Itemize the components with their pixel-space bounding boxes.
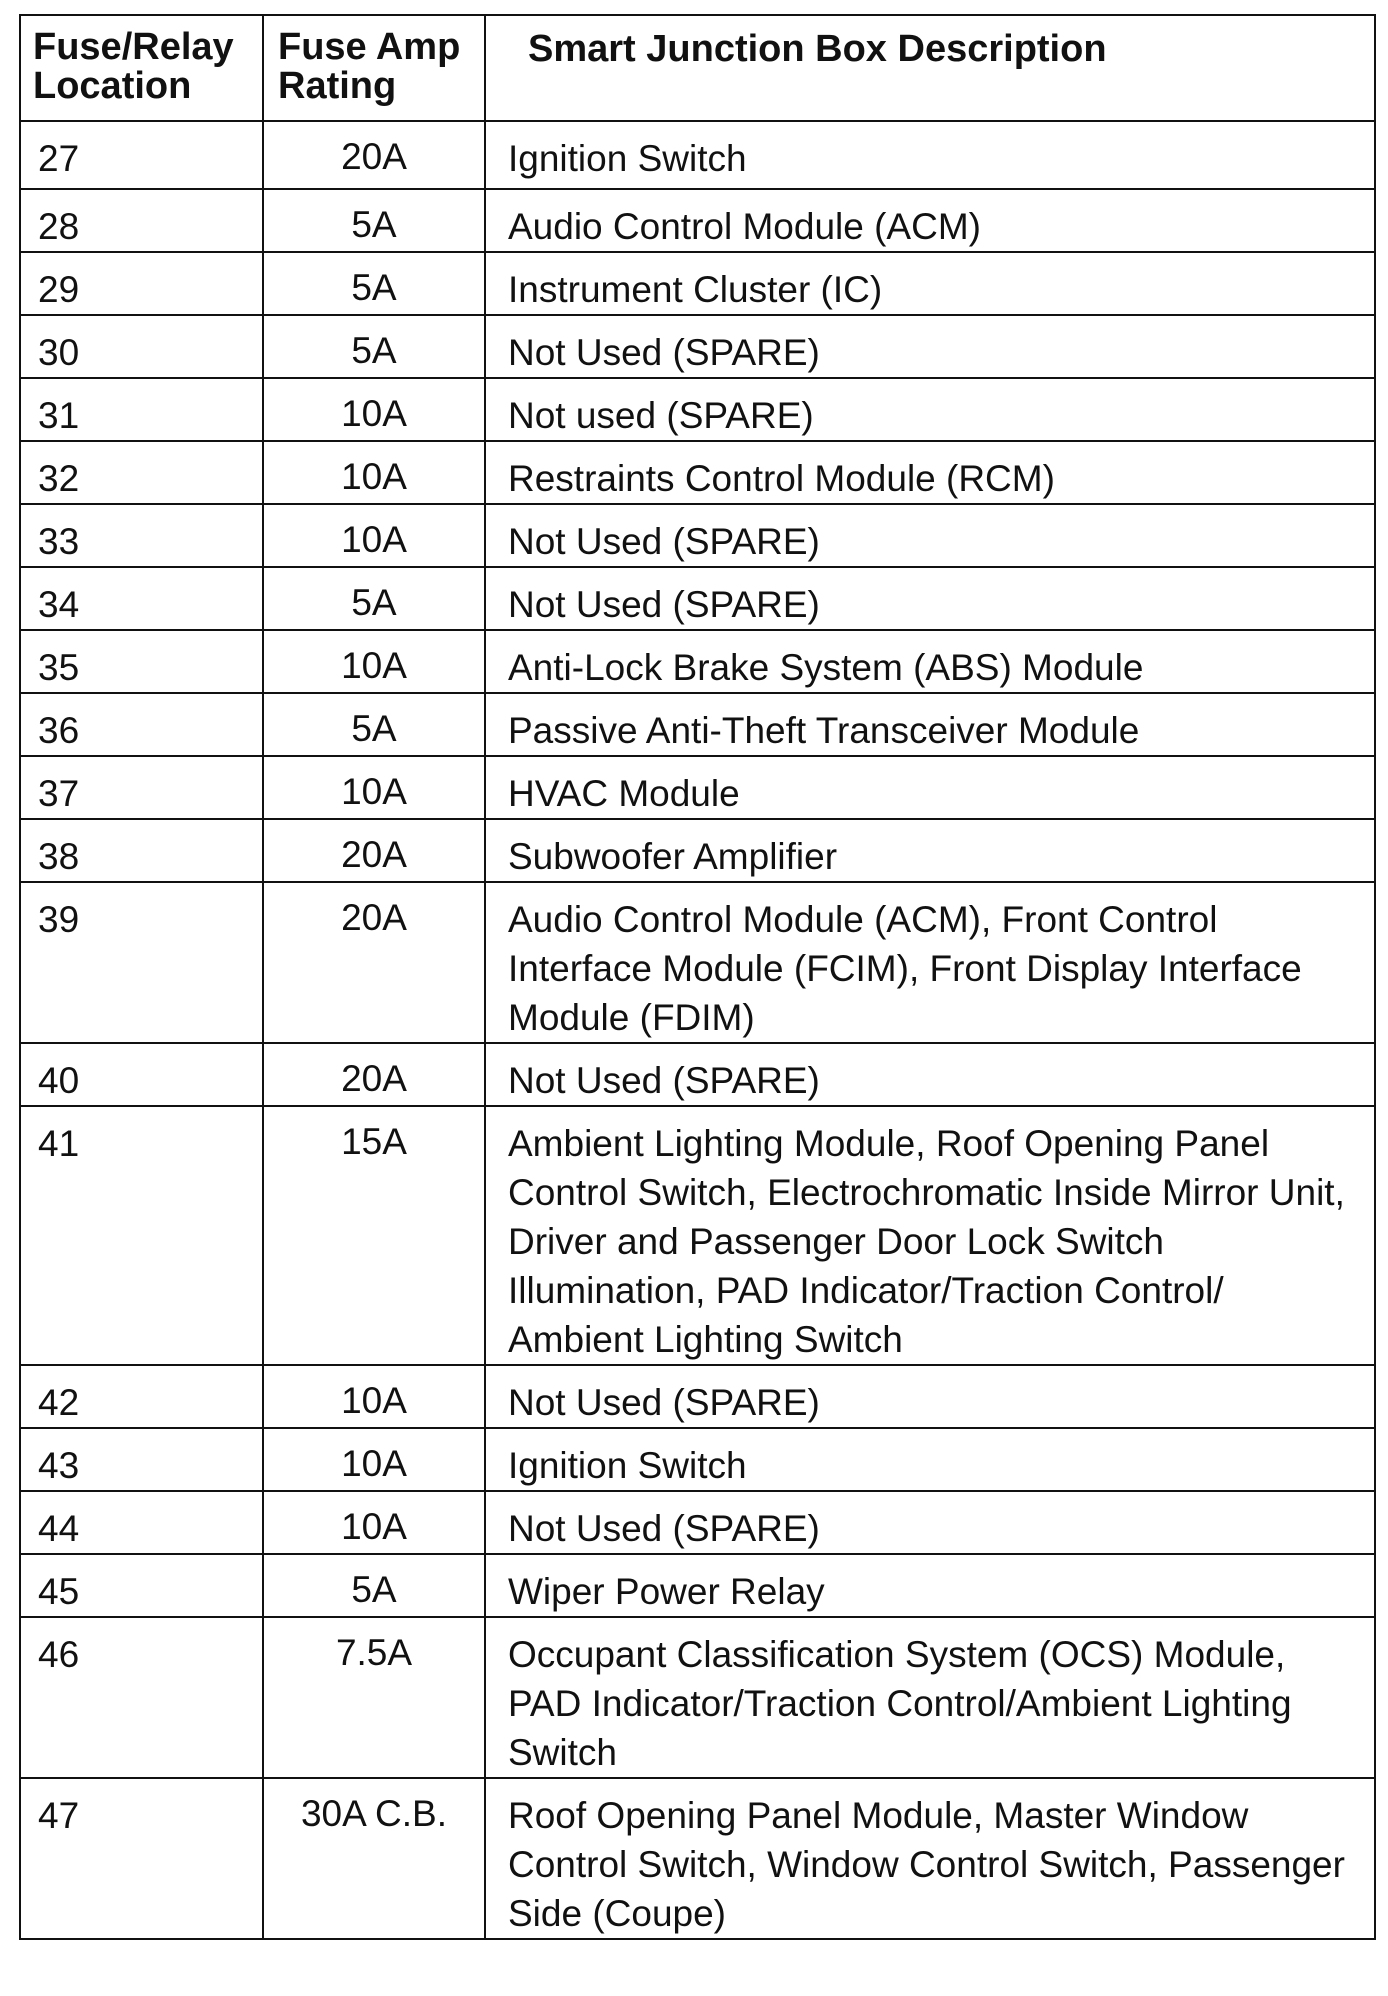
- fuse-location-cell: 29: [20, 252, 263, 315]
- fuse-amp-cell: 20A: [263, 882, 485, 1043]
- header-location: [20, 15, 263, 121]
- fuse-amp-cell: 5A: [263, 693, 485, 756]
- fuse-description-cell: Not Used (SPARE): [485, 1365, 1375, 1428]
- fuse-description-cell: Anti-Lock Brake System (ABS) Module: [485, 630, 1375, 693]
- fuse-amp-cell: 20A: [263, 121, 485, 189]
- header-description: [485, 15, 1375, 121]
- fuse-amp-cell: 15A: [263, 1106, 485, 1365]
- fuse-description-cell: Passive Anti-Theft Transceiver Module: [485, 693, 1375, 756]
- table-body: [20, 121, 1375, 1939]
- table-row: [20, 189, 1375, 252]
- fuse-amp-cell: 5A: [263, 1554, 485, 1617]
- fuse-amp-cell: 20A: [263, 819, 485, 882]
- fuse-location-cell: 38: [20, 819, 263, 882]
- fuse-location-cell: 43: [20, 1428, 263, 1491]
- fuse-location-cell: 44: [20, 1491, 263, 1554]
- fuse-location-cell: 36: [20, 693, 263, 756]
- table-row: [20, 882, 1375, 1043]
- fuse-location-cell: 34: [20, 567, 263, 630]
- fuse-location-cell: 27: [20, 121, 263, 189]
- fuse-description-cell: Ignition Switch: [485, 121, 1375, 189]
- table-row: [20, 1491, 1375, 1554]
- table-row: [20, 441, 1375, 504]
- fuse-description-cell: Not Used (SPARE): [485, 567, 1375, 630]
- fuse-description-cell: Subwoofer Amplifier: [485, 819, 1375, 882]
- fuse-amp-cell: 7.5A: [263, 1617, 485, 1778]
- header-amp-line1: Fuse Amp: [278, 26, 461, 68]
- header-location-line1: Fuse/Relay: [33, 26, 234, 68]
- table-row: [20, 378, 1375, 441]
- fuse-description-cell: Audio Control Module (ACM), Front Control Interface Module (FCIM), Front Display Interface Module (FDIM): [485, 882, 1375, 1043]
- fuse-location-cell: 47: [20, 1778, 263, 1939]
- table-row: [20, 315, 1375, 378]
- fuse-location-cell: 42: [20, 1365, 263, 1428]
- fuse-location-cell: 39: [20, 882, 263, 1043]
- table-header: [20, 15, 1375, 121]
- table-row: [20, 252, 1375, 315]
- fuse-description-cell: HVAC Module: [485, 756, 1375, 819]
- fuse-description-cell: Not Used (SPARE): [485, 504, 1375, 567]
- table-row: [20, 567, 1375, 630]
- fuse-location-cell: 35: [20, 630, 263, 693]
- fuse-description-cell: Occupant Classification System (OCS) Module, PAD Indicator/Traction Control/Ambient Lighting Switch: [485, 1617, 1375, 1778]
- fuse-amp-cell: 20A: [263, 1043, 485, 1106]
- fuse-location-cell: 40: [20, 1043, 263, 1106]
- fuse-location-cell: 41: [20, 1106, 263, 1365]
- header-row: [20, 15, 1375, 121]
- fuse-amp-cell: 10A: [263, 1365, 485, 1428]
- table-row: [20, 121, 1375, 189]
- table-row: [20, 630, 1375, 693]
- fuse-description-cell: Instrument Cluster (IC): [485, 252, 1375, 315]
- header-amp-rating: [263, 15, 485, 121]
- fuse-amp-cell: 10A: [263, 378, 485, 441]
- fuse-location-cell: 31: [20, 378, 263, 441]
- fuse-description-cell: Ambient Lighting Module, Roof Opening Panel Control Switch, Electrochromatic Inside Mirror Unit, Driver and Passenger Door Lock Switch Illumination, PAD Indicator/Traction Control/ Ambient Lighting Switch: [485, 1106, 1375, 1365]
- fuse-location-cell: 30: [20, 315, 263, 378]
- header-amp-line2: Rating: [278, 65, 397, 107]
- fuse-location-cell: 32: [20, 441, 263, 504]
- table-row: [20, 693, 1375, 756]
- fuse-amp-cell: 10A: [263, 756, 485, 819]
- fuse-amp-cell: 10A: [263, 1428, 485, 1491]
- fuse-description-cell: Not Used (SPARE): [485, 1491, 1375, 1554]
- fuse-description-cell: Not Used (SPARE): [485, 1043, 1375, 1106]
- table-row: [20, 1617, 1375, 1778]
- fuse-description-cell: Not used (SPARE): [485, 378, 1375, 441]
- fuse-amp-cell: 30A C.B.: [263, 1778, 485, 1939]
- table-row: [20, 1778, 1375, 1939]
- table-row: [20, 1043, 1375, 1106]
- fuse-amp-cell: 5A: [263, 567, 485, 630]
- table-row: [20, 819, 1375, 882]
- fuse-description-cell: Wiper Power Relay: [485, 1554, 1375, 1617]
- fuse-location-cell: 46: [20, 1617, 263, 1778]
- table-row: [20, 1428, 1375, 1491]
- fuse-description-cell: Roof Opening Panel Module, Master Window Control Switch, Window Control Switch, Passenger Side (Coupe): [485, 1778, 1375, 1939]
- table-row: [20, 504, 1375, 567]
- fuse-amp-cell: 10A: [263, 630, 485, 693]
- fuse-amp-cell: 10A: [263, 504, 485, 567]
- fuse-table: [19, 14, 1376, 1940]
- fuse-location-cell: 37: [20, 756, 263, 819]
- table-row: [20, 756, 1375, 819]
- fuse-amp-cell: 5A: [263, 252, 485, 315]
- table-row: [20, 1106, 1375, 1365]
- header-description-label: Smart Junction Box Description: [528, 28, 1107, 70]
- fuse-location-cell: 45: [20, 1554, 263, 1617]
- fuse-amp-cell: 5A: [263, 315, 485, 378]
- fuse-description-cell: Audio Control Module (ACM): [485, 189, 1375, 252]
- fuse-description-cell: Ignition Switch: [485, 1428, 1375, 1491]
- fuse-location-cell: 28: [20, 189, 263, 252]
- fuse-description-cell: Not Used (SPARE): [485, 315, 1375, 378]
- fuse-amp-cell: 5A: [263, 189, 485, 252]
- fuse-description-cell: Restraints Control Module (RCM): [485, 441, 1375, 504]
- fuse-location-cell: 33: [20, 504, 263, 567]
- table-row: [20, 1554, 1375, 1617]
- fuse-amp-cell: 10A: [263, 441, 485, 504]
- header-location-line2: Location: [33, 65, 192, 107]
- table-row: [20, 1365, 1375, 1428]
- fuse-amp-cell: 10A: [263, 1491, 485, 1554]
